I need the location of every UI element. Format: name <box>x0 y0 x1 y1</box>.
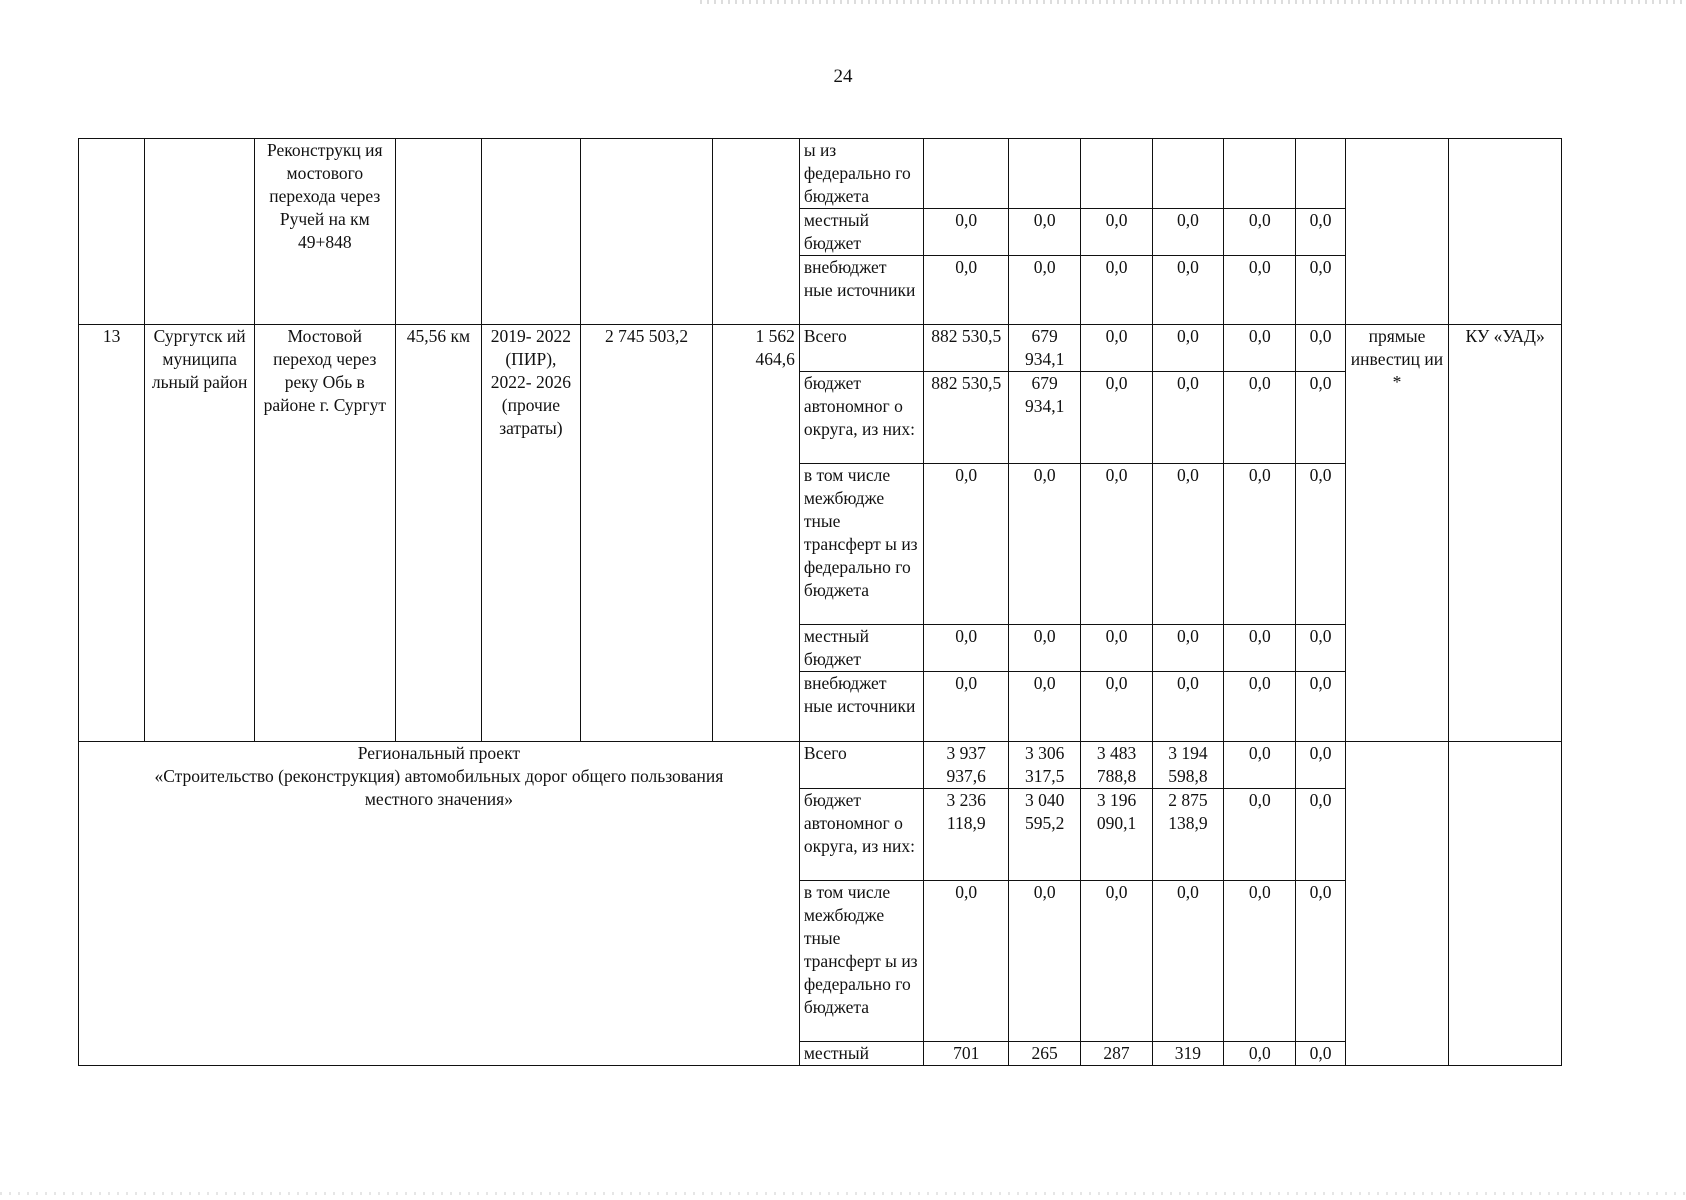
value-cell: 0,0 <box>924 672 1008 742</box>
cell-cost: 2 745 503,2 <box>580 325 713 742</box>
value-cell: 0,0 <box>1296 881 1345 1042</box>
value-cell: 0,0 <box>1152 672 1223 742</box>
value-cell: 3 040 595,2 <box>1008 789 1080 881</box>
value-cell: 3 194 598,8 <box>1152 742 1223 789</box>
value-cell: 0,0 <box>1224 209 1296 256</box>
cell-mechanism: прямые инвестиц ии * <box>1345 325 1449 742</box>
cell-customer: КУ «УАД» <box>1449 325 1562 742</box>
regional-title-line3: местного значения» <box>364 789 513 809</box>
value-cell: 0,0 <box>924 256 1008 325</box>
scan-artifact-bottom <box>0 1192 1686 1195</box>
regional-project-title <box>79 742 800 1066</box>
value-cell: 0,0 <box>1224 256 1296 325</box>
value-cell: 0,0 <box>924 625 1008 672</box>
value-cell: 0,0 <box>1008 672 1080 742</box>
cell-municipality <box>145 139 255 325</box>
page-number: 24 <box>833 66 853 87</box>
value-cell: 0,0 <box>1081 372 1152 464</box>
value-cell: 3 937 937,6 <box>924 742 1008 789</box>
value-cell <box>1152 139 1223 209</box>
cell-object: Мостовой переход через реку Обь в районе г. Сургут <box>254 325 395 742</box>
value-cell: 0,0 <box>1152 881 1223 1042</box>
table-row <box>79 139 1562 209</box>
value-cell: 679 934,1 <box>1008 325 1080 372</box>
value-cell: 0,0 <box>924 464 1008 625</box>
value-cell: 0,0 <box>1081 325 1152 372</box>
source-label: ы из федерально го бюджета <box>799 139 924 209</box>
source-label: в том числе межбюдже тные трансферт ы из федерально го бюджета <box>799 464 924 625</box>
value-cell: 0,0 <box>1081 625 1152 672</box>
regional-title-line1: Региональный проект <box>357 743 520 763</box>
source-label: внебюджет ные источники <box>799 256 924 325</box>
value-cell: 3 236 118,9 <box>924 789 1008 881</box>
source-label: местный <box>799 1042 924 1066</box>
value-cell: 3 196 090,1 <box>1081 789 1152 881</box>
value-cell: 3 306 317,5 <box>1008 742 1080 789</box>
value-cell: 2 875 138,9 <box>1152 789 1223 881</box>
table-row <box>79 325 1562 372</box>
cell-num <box>79 139 145 325</box>
value-cell: 0,0 <box>1081 209 1152 256</box>
value-cell: 0,0 <box>1296 325 1345 372</box>
value-cell: 0,0 <box>1152 209 1223 256</box>
cell-cost <box>580 139 713 325</box>
value-cell: 0,0 <box>1296 372 1345 464</box>
value-cell: 0,0 <box>1152 464 1223 625</box>
source-label: в том числе межбюдже тные трансферт ы из федерально го бюджета <box>799 881 924 1042</box>
value-cell: 0,0 <box>1224 742 1296 789</box>
value-cell: 0,0 <box>1296 256 1345 325</box>
source-label: Всего <box>799 742 924 789</box>
value-cell <box>1296 139 1345 209</box>
value-cell: 0,0 <box>1224 789 1296 881</box>
value-cell: 0,0 <box>1296 789 1345 881</box>
cell-customer <box>1449 139 1562 325</box>
value-cell: 0,0 <box>1152 325 1223 372</box>
value-cell: 0,0 <box>1224 672 1296 742</box>
value-cell: 3 483 788,8 <box>1081 742 1152 789</box>
cell-period: 2019- 2022 (ПИР), 2022- 2026 (прочие затраты) <box>482 325 581 742</box>
cell-mechanism <box>1345 139 1449 325</box>
value-cell: 0,0 <box>1296 1042 1345 1066</box>
cell-period <box>482 139 581 325</box>
value-cell: 0,0 <box>1081 464 1152 625</box>
value-cell: 882 530,5 <box>924 372 1008 464</box>
value-cell: 0,0 <box>1296 209 1345 256</box>
value-cell <box>924 139 1008 209</box>
cell-municipality: Сургутск ий муниципа льный район <box>145 325 255 742</box>
value-cell: 0,0 <box>1224 1042 1296 1066</box>
value-cell: 0,0 <box>1296 672 1345 742</box>
source-label: бюджет автономног о округа, из них: <box>799 372 924 464</box>
value-cell: 0,0 <box>1008 464 1080 625</box>
value-cell: 319 <box>1152 1042 1223 1066</box>
value-cell: 0,0 <box>1008 625 1080 672</box>
cell-project-name: Реконструкц ия мостового перехода через Ручей на км 49+848 <box>254 139 395 325</box>
value-cell: 679 934,1 <box>1008 372 1080 464</box>
source-label: местный бюджет <box>799 209 924 256</box>
source-label: местный бюджет <box>799 625 924 672</box>
budget-table <box>78 138 1562 1066</box>
value-cell: 0,0 <box>1081 672 1152 742</box>
value-cell: 0,0 <box>1152 372 1223 464</box>
value-cell: 0,0 <box>1296 742 1345 789</box>
value-cell: 0,0 <box>1224 464 1296 625</box>
value-cell: 701 <box>924 1042 1008 1066</box>
value-cell: 0,0 <box>1224 325 1296 372</box>
value-cell: 0,0 <box>1296 464 1345 625</box>
value-cell: 0,0 <box>1296 625 1345 672</box>
table-row <box>79 742 1562 789</box>
value-cell: 287 <box>1081 1042 1152 1066</box>
cell-capacity: 45,56 км <box>395 325 481 742</box>
cell-capacity <box>395 139 481 325</box>
cell-remaining <box>713 139 799 325</box>
cell-customer <box>1449 742 1562 1066</box>
value-cell: 0,0 <box>1081 256 1152 325</box>
value-cell: 0,0 <box>1224 881 1296 1042</box>
value-cell: 0,0 <box>1081 881 1152 1042</box>
cell-num: 13 <box>79 325 145 742</box>
value-cell <box>1081 139 1152 209</box>
value-cell: 0,0 <box>1152 256 1223 325</box>
value-cell: 0,0 <box>1008 209 1080 256</box>
source-label: внебюджет ные источники <box>799 672 924 742</box>
value-cell <box>1224 139 1296 209</box>
value-cell: 0,0 <box>1224 625 1296 672</box>
cell-mechanism <box>1345 742 1449 1066</box>
value-cell <box>1008 139 1080 209</box>
regional-title-line2: «Строительство (реконструкция) автомобильных дорог общего пользования <box>154 766 724 786</box>
source-label: Всего <box>799 325 924 372</box>
value-cell: 0,0 <box>924 209 1008 256</box>
value-cell: 0,0 <box>1008 881 1080 1042</box>
value-cell: 0,0 <box>924 881 1008 1042</box>
value-cell: 265 <box>1008 1042 1080 1066</box>
scan-artifact-top <box>700 0 1686 4</box>
value-cell: 882 530,5 <box>924 325 1008 372</box>
cell-remaining: 1 562 464,6 <box>713 325 799 742</box>
source-label: бюджет автономног о округа, из них: <box>799 789 924 881</box>
value-cell: 0,0 <box>1008 256 1080 325</box>
value-cell: 0,0 <box>1152 625 1223 672</box>
value-cell: 0,0 <box>1224 372 1296 464</box>
